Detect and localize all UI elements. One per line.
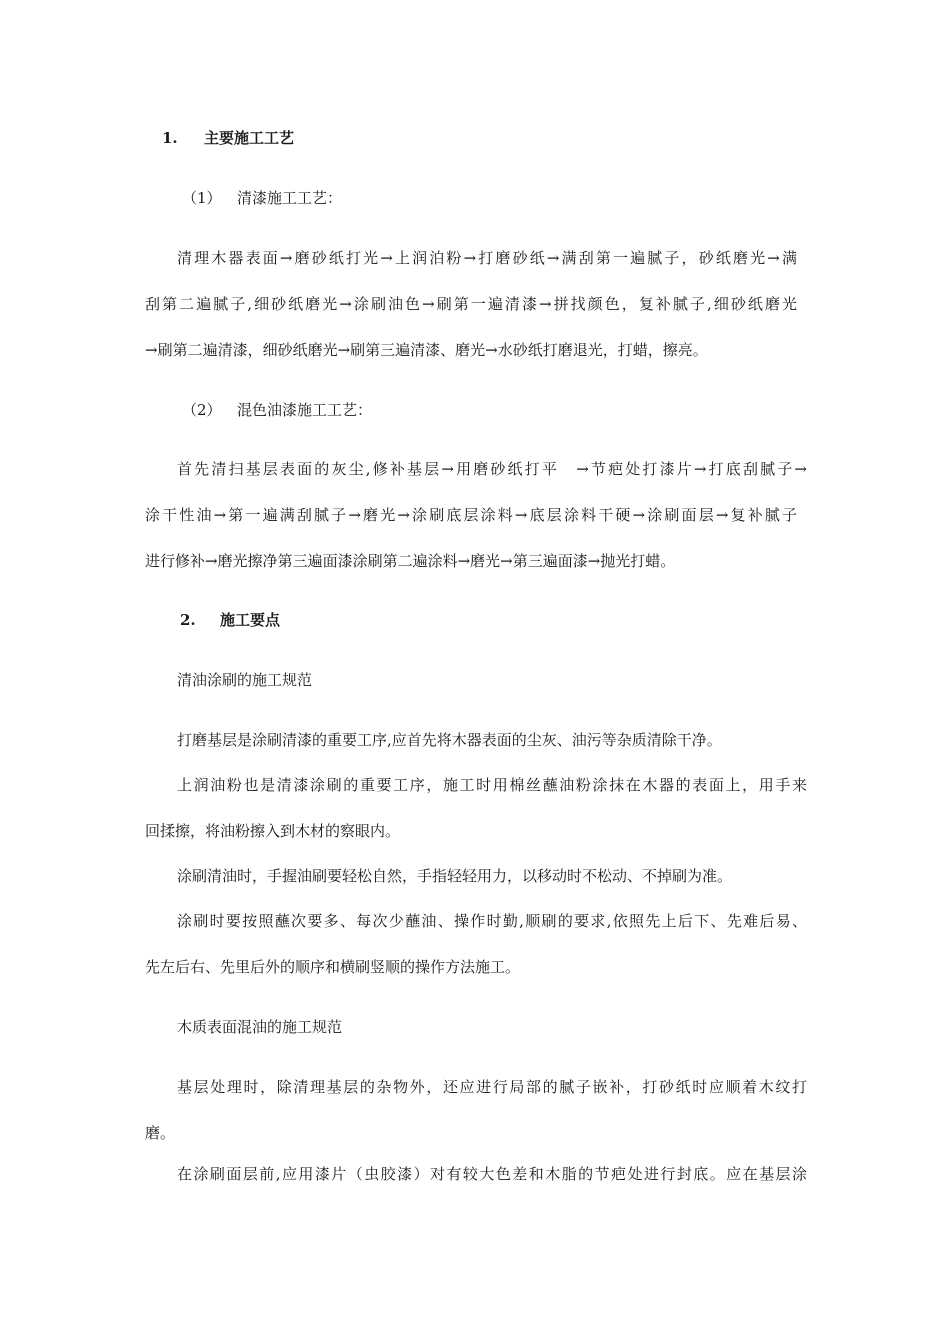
- section-1-number: 1.: [162, 129, 178, 147]
- paragraph-line: →刷第二遍清漆，细砂纸磨光→刷第三遍清漆、磨光→水砂纸打磨退光，打蜡，擦亮。: [145, 341, 708, 359]
- subsection-2-1-title: 清油涂刷的施工规范: [177, 671, 313, 689]
- subsection-1-2-title: 混色油漆施工工艺：: [237, 401, 373, 419]
- paragraph-line: 涂刷时要按照蘸次要多、每次少蘸油、操作时勤,顺刷的要求,依照先上后下、先难后易、: [177, 912, 807, 930]
- paragraph-line: 首先清扫基层表面的灰尘,修补基层→用磨砂纸打平 →节疤处打漆片→打底刮腻子→: [177, 460, 807, 478]
- paragraph-line: 刮第二遍腻子,细砂纸磨光→涂刷油色→刷第一遍清漆→拼找颜色，复补腻子,细砂纸磨光: [145, 295, 797, 313]
- subsection-1-2-number: （2）: [182, 401, 222, 419]
- subsection-1-1-title: 清漆施工工艺：: [237, 189, 343, 207]
- paragraph-line: 上润油粉也是清漆涂刷的重要工序，施工时用棉丝蘸油粉涂抹在木器的表面上，用手来: [177, 776, 807, 794]
- section-2-number: 2.: [180, 611, 196, 629]
- section-1-heading: [162, 128, 294, 148]
- section-2-title: 施工要点: [220, 611, 281, 629]
- paragraph-line: 进行修补→磨光擦净第三遍面漆涂刷第二遍涂料→磨光→第三遍面漆→抛光打蜡。: [145, 552, 676, 570]
- section-1-title: 主要施工工艺: [204, 129, 295, 147]
- paragraph-line: 清理木器表面→磨砂纸打光→上润泊粉→打磨砂纸→满刮第一遍腻子，砂纸磨光→满: [177, 249, 797, 267]
- subsection-2-2-title: 木质表面混油的施工规范: [177, 1018, 343, 1036]
- section-2-heading: [180, 610, 280, 630]
- subsection-1-1-heading: [182, 188, 342, 208]
- paragraph-line: 在涂刷面层前,应用漆片（虫胶漆）对有较大色差和木脂的节疤处进行封底。应在基层涂: [177, 1165, 807, 1183]
- paragraph-line: 涂干性油→第一遍满刮腻子→磨光→涂刷底层涂料→底层涂料干硬→涂刷面层→复补腻子: [145, 506, 797, 524]
- subsection-1-1-number: （1）: [182, 189, 222, 207]
- paragraph-line: 涂刷清油时，手握油刷要轻松自然，手指轻轻用力，以移动时不松动、不掉刷为准。: [177, 867, 733, 885]
- paragraph-line: 回揉擦，将油粉擦入到木材的察眼内。: [145, 822, 401, 840]
- paragraph-line: 磨。: [145, 1124, 176, 1142]
- paragraph-line: 基层处理时，除清理基层的杂物外，还应进行局部的腻子嵌补，打砂纸时应顺着木纹打: [177, 1078, 807, 1096]
- paragraph-line: 先左后右、先里后外的顺序和横刷竖顺的操作方法施工。: [145, 958, 521, 976]
- subsection-1-2-heading: [182, 400, 372, 420]
- paragraph-line: 打磨基层是涂刷清漆的重要工序,应首先将木器表面的尘灰、油污等杂质清除干净。: [177, 731, 722, 749]
